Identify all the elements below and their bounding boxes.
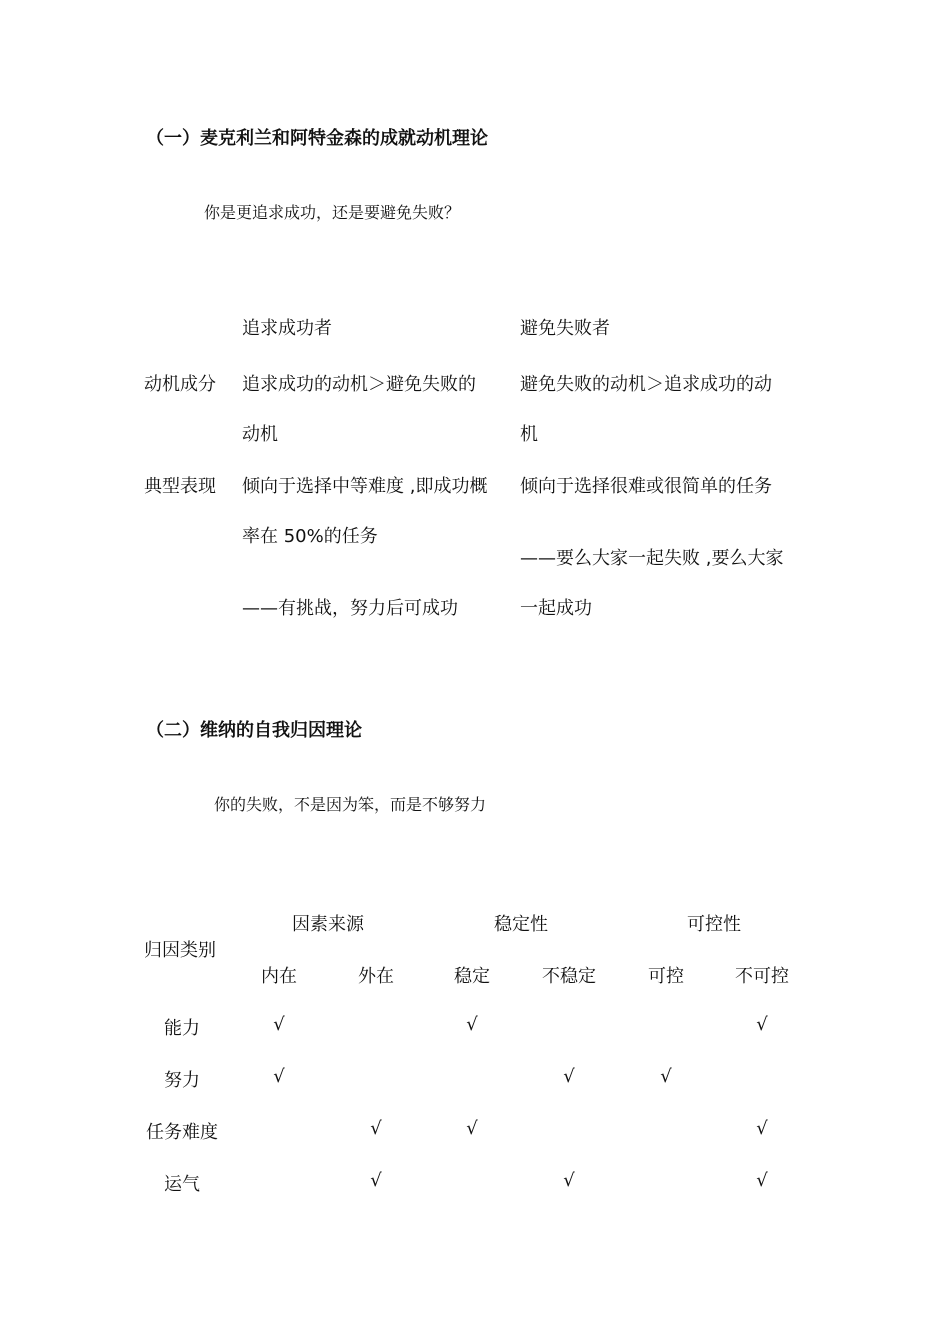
row-label-task-difficulty: 任务难度 <box>146 1122 218 1143</box>
cell-failure-motivation-line1: 避免失败的动机＞追求成功的动 <box>520 374 772 395</box>
section1-question: 你是更追求成功，还是要避免失败？ <box>204 203 461 222</box>
subheader-stable: 稳定 <box>454 966 490 987</box>
subheader-controllable: 可控 <box>648 966 684 987</box>
check-mark: √ <box>756 1118 768 1139</box>
group-header-locus: 因素来源 <box>292 914 364 935</box>
group-header-stability: 稳定性 <box>494 914 548 935</box>
header-success-seeker: 追求成功者 <box>242 318 332 339</box>
row-header-attribution-category: 归因类别 <box>144 940 216 961</box>
cell-success-behavior-line2: 率在 50%的任务 <box>242 526 378 547</box>
row-label-effort: 努力 <box>164 1070 200 1091</box>
check-mark: √ <box>273 1066 285 1087</box>
cell-failure-behavior-line2: ——要么大家一起失败 ,要么大家 <box>520 548 784 569</box>
check-mark: √ <box>370 1170 382 1191</box>
cell-success-behavior-line3: ——有挑战，努力后可成功 <box>242 598 458 619</box>
check-mark: √ <box>466 1014 478 1035</box>
cell-success-motivation-line1: 追求成功的动机＞避免失败的 <box>242 374 476 395</box>
check-mark: √ <box>273 1014 285 1035</box>
group-header-controllability: 可控性 <box>687 914 741 935</box>
subheader-uncontrollable: 不可控 <box>735 966 789 987</box>
check-mark: √ <box>466 1118 478 1139</box>
cell-success-motivation-line2: 动机 <box>242 424 278 445</box>
row-label-behavior: 典型表现 <box>144 476 216 497</box>
header-failure-avoider: 避免失败者 <box>520 318 610 339</box>
subheader-unstable: 不稳定 <box>542 966 596 987</box>
section2-heading: （二）维纳的自我归因理论 <box>146 720 362 741</box>
cell-failure-motivation-line2: 机 <box>520 424 538 445</box>
check-mark: √ <box>756 1014 768 1035</box>
subheader-external: 外在 <box>358 966 394 987</box>
row-label-ability: 能力 <box>164 1018 200 1039</box>
section1-heading: （一）麦克利兰和阿特金森的成就动机理论 <box>146 128 488 149</box>
row-label-motivation: 动机成分 <box>144 374 216 395</box>
check-mark: √ <box>370 1118 382 1139</box>
check-mark: √ <box>563 1170 575 1191</box>
check-mark: √ <box>660 1066 672 1087</box>
cell-failure-behavior-line3: 一起成功 <box>520 598 592 619</box>
section2-question: 你的失败，不是因为笨，而是不够努力 <box>214 795 487 814</box>
check-mark: √ <box>563 1066 575 1087</box>
subheader-internal: 内在 <box>261 966 297 987</box>
row-label-luck: 运气 <box>164 1174 200 1195</box>
cell-failure-behavior-line1: 倾向于选择很难或很简单的任务 <box>520 476 772 497</box>
cell-success-behavior-line1: 倾向于选择中等难度 ,即成功概 <box>242 476 488 497</box>
check-mark: √ <box>756 1170 768 1191</box>
